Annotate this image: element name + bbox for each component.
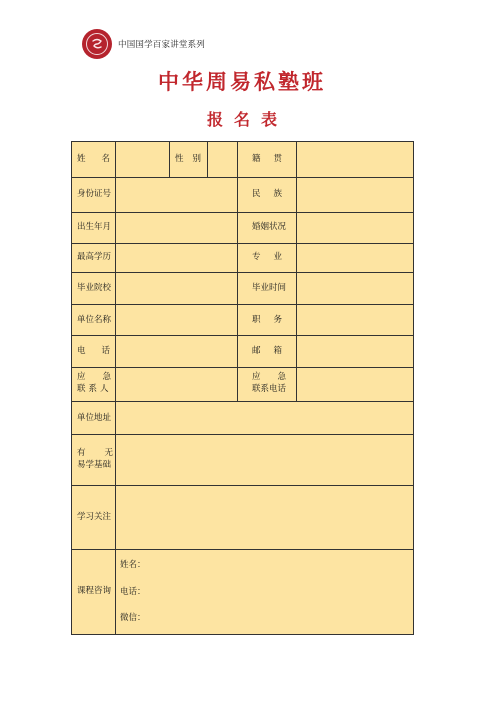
- id-number-field[interactable]: [116, 178, 237, 212]
- address-field[interactable]: [116, 402, 413, 434]
- consult-phone-label: 电话：: [120, 587, 146, 597]
- label-birth: 出生年月: [77, 222, 112, 232]
- label-yi-basis-line1: 有无: [77, 448, 133, 458]
- label-yi-basis-line2: 易学基础: [77, 460, 112, 470]
- employer-field[interactable]: [116, 305, 237, 335]
- native-place-field[interactable]: [297, 143, 413, 177]
- form-subtitle: 报名表: [206, 110, 288, 129]
- label-email: 邮 箱: [252, 346, 282, 356]
- phone-field[interactable]: [116, 336, 237, 367]
- page-header: [82, 28, 205, 60]
- ethnicity-field[interactable]: [297, 178, 413, 212]
- study-focus-field[interactable]: [116, 486, 413, 549]
- consult-wechat-label: 微信：: [120, 613, 146, 623]
- label-position: 职 务: [252, 315, 282, 325]
- label-employer: 单位名称: [77, 315, 112, 325]
- organization-name: 中国国学百家讲堂系列: [118, 40, 206, 50]
- email-field[interactable]: [297, 336, 413, 367]
- emergency-phone-field[interactable]: [297, 368, 413, 401]
- label-gender: 性 别: [175, 154, 201, 164]
- yi-basis-field[interactable]: [116, 435, 413, 485]
- label-course-consult: 课程咨询: [77, 586, 112, 596]
- page-title: 中华周易私塾班: [158, 69, 326, 94]
- label-emergency-phone: [252, 371, 304, 395]
- major-field[interactable]: [297, 244, 413, 272]
- label-native-place: 籍 贯: [252, 154, 282, 164]
- school-field[interactable]: [116, 273, 237, 304]
- column-divider: [169, 142, 170, 177]
- label-emergency-contact: [77, 371, 129, 395]
- label-phone: 电 话: [77, 346, 110, 356]
- label-emergency-contact-line1: 应急: [77, 372, 129, 382]
- label-study-focus: 学习关注: [77, 512, 112, 522]
- label-address: 单位地址: [77, 413, 112, 423]
- column-divider: [237, 142, 238, 401]
- registration-form: [71, 141, 414, 635]
- grad-time-field[interactable]: [297, 273, 413, 304]
- emergency-contact-field[interactable]: [116, 368, 237, 401]
- birth-field[interactable]: [116, 213, 237, 243]
- label-yi-basis: [77, 447, 133, 471]
- label-major: 专 业: [252, 252, 282, 262]
- label-grad-time: 毕业时间: [252, 283, 287, 293]
- marital-field[interactable]: [297, 213, 413, 243]
- gender-field[interactable]: [208, 143, 237, 177]
- consult-name-label: 姓名：: [120, 560, 146, 570]
- education-field[interactable]: [116, 244, 237, 272]
- seal-logo-icon: [82, 29, 112, 59]
- label-marital: 婚姻状况: [252, 222, 287, 232]
- label-education: 最高学历: [77, 252, 112, 262]
- label-emergency-phone-line2: 联系电话: [252, 384, 287, 394]
- name-field[interactable]: [116, 143, 169, 177]
- label-emergency-contact-line2: 联系人: [77, 384, 112, 394]
- row-divider: [72, 549, 413, 550]
- position-field[interactable]: [297, 305, 413, 335]
- label-ethnicity: 民 族: [252, 189, 282, 199]
- label-id-number: 身份证号: [77, 189, 112, 199]
- label-name: 姓 名: [77, 154, 110, 164]
- label-emergency-phone-line1: 应急: [252, 372, 304, 382]
- label-school: 毕业院校: [77, 283, 112, 293]
